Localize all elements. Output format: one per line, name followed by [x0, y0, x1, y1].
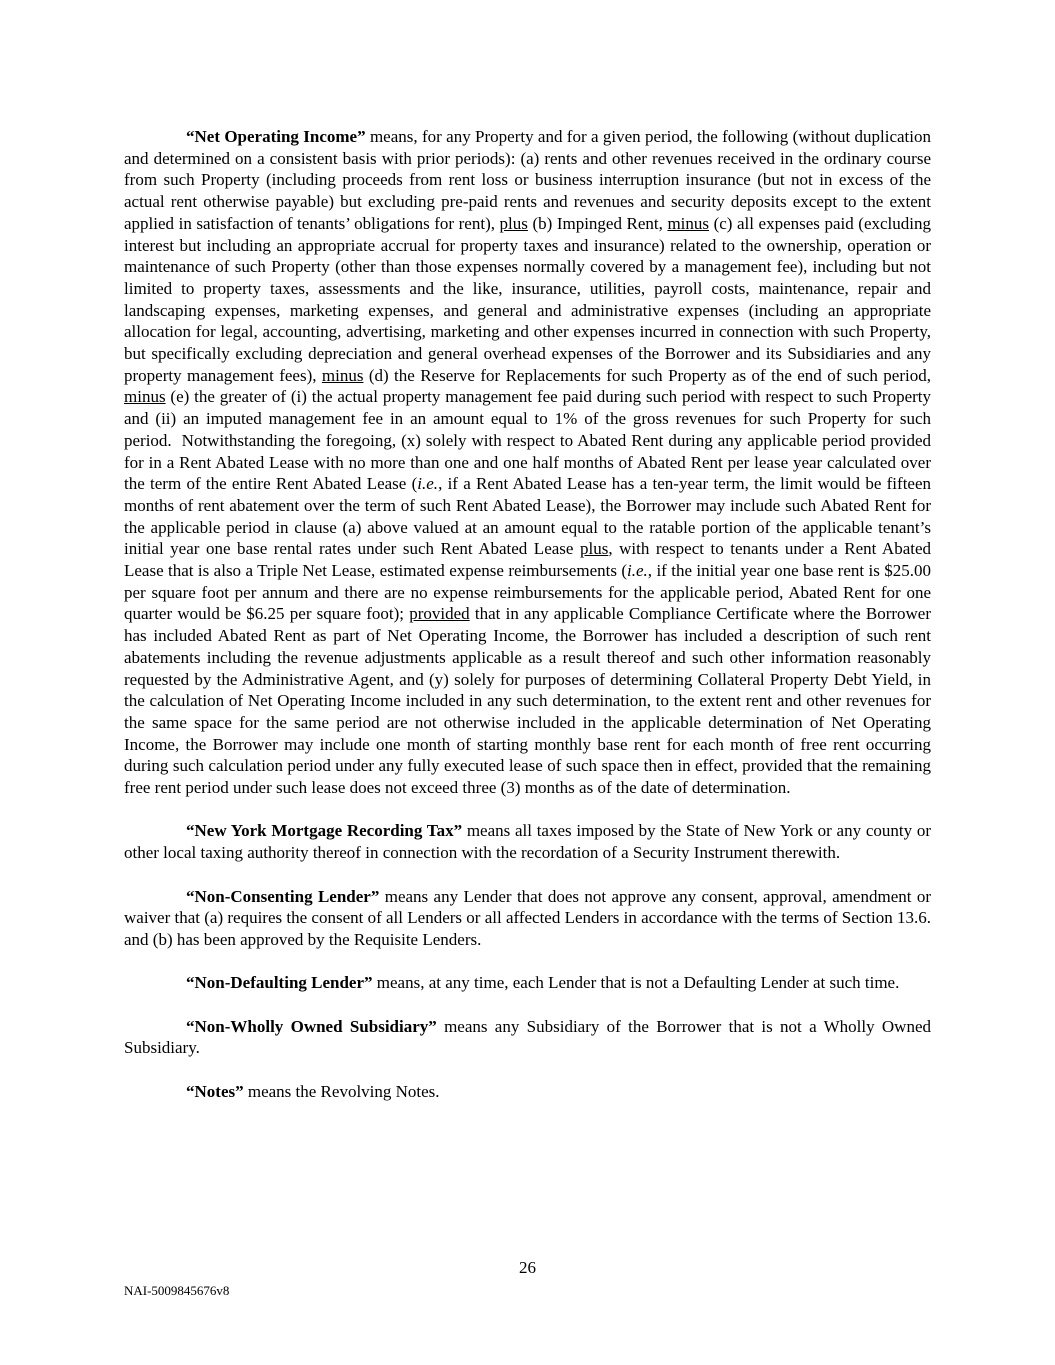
text-segment: means the Revolving Notes. — [243, 1081, 440, 1101]
text-segment: “Notes” — [186, 1081, 244, 1101]
text-segment: minus — [124, 387, 166, 407]
paragraph — [124, 1016, 931, 1059]
paragraph — [124, 1081, 931, 1103]
text-segment: means any Subsidiary of the Borrower that is not a Wholly Owned Subsidiary. — [124, 1016, 931, 1058]
text-segment: “Non-Defaulting Lender” — [186, 973, 373, 993]
text-segment: “Non-Consenting Lender” — [186, 886, 380, 906]
text-segment: plus — [499, 213, 528, 233]
text-segment: , if a Rent Abated Lease has a ten-year term, the limit would be fifteen months of rent abatement over the term of such Rent Abated Lease), the Borrower may include such Abated Rent for the applicable period in clause (a) above valued at an amount equal to the ratable portion of the applicable tenant’s initial year one base rental rates under such Rent Abated Lease — [124, 474, 932, 559]
text-segment: minus — [667, 213, 710, 233]
text-segment: means any Lender that does not approve any consent, approval, amendment or waiver that (a) requires the consent of all Lenders or all affected Lenders in accordance with the terms of Section 13.6. and (b) has been approved by the Requisite Lenders. — [124, 886, 931, 949]
text-segment: provided — [409, 604, 470, 624]
text-segment: means, for any Property and for a given period, the following (without duplication and determined on a consistent basis with prior periods): (a) rents and other revenues received in the ordinary course from such Property (including proceeds from rent loss or business interruption insurance (but not in excess of the actual rent otherwise payable) but excluding pre-paid rents and revenues and security deposits except to the extent applied in satisfaction of tenants’ obligations for rent), — [124, 127, 931, 233]
text-segment: (c) all expenses paid (excluding interest but including an appropriate accrual for property taxes and insurance) related to the ownership, operation or maintenance of such Property (other than those expenses normally covered by a management fee), including but not limited to property taxes, assessments and the like, insurance, utilities, payroll costs, maintenance, repair and landscaping expenses, marketing expenses, and general and administrative expenses (including an appropriate allocation for legal, accounting, advertising, marketing and other expenses incurred in connection with such Property, but specifically excluding depreciation and general overhead expenses of the Borrower and its Subsidiaries and any property management fees), — [124, 213, 931, 385]
text-segment: minus — [321, 365, 364, 385]
text-segment: “Net Operating Income” — [186, 127, 366, 146]
text-segment: (e) the greater of (i) the actual property management fee paid during such period with respect to such Property and (ii) an imputed management fee in an amount equal to 1% of the gross revenues for such Property for such period. Notwithstanding the foregoing, (x) solely with respect to Abated Rent during any applicable period provided for in a Rent Abated Lease with no more than one and one half months of Abated Rent per lease year calculated over the term of the entire Rent Abated Lease ( — [124, 387, 931, 494]
text-segment: “New York Mortgage Recording Tax” — [186, 821, 463, 841]
document-id-footer: NAI-5009845676v8 — [124, 1283, 230, 1298]
document-body — [124, 126, 931, 1103]
text-segment: i.e. — [417, 474, 439, 494]
text-segment: , with respect to tenants under a Rent Abated Lease that is also a Triple Net Lease, estimated expense reimbursements ( — [124, 539, 932, 581]
text-segment: i.e. — [627, 561, 648, 581]
text-segment: means all taxes imposed by the State of New York or any county or other local taxing authority thereof in connection with the recordation of a Security Instrument therewith. — [124, 821, 931, 863]
text-segment: means, at any time, each Lender that is not a Defaulting Lender at such time. — [372, 973, 900, 993]
paragraph — [124, 972, 931, 994]
text-segment: (b) Impinged Rent, — [527, 213, 668, 233]
text-segment: that in any applicable Compliance Certificate where the Borrower has included Abated Rent as part of Net Operating Income, the Borrower has included a description of such rent abatements including the revenue adjustments applicable as a result thereof and such other information reasonably requested by the Administrative Agent, and (y) solely for purposes of determining Collateral Property Debt Yield, in the calculation of Net Operating Income included in any such determination, to the extent rent and other revenues for the same space for the same period are not otherwise included in the applicable determination of Net Operating Income, the Borrower may include one month of starting monthly base rent for each month of free rent occurring during such calculation period under any fully executed lease of such space then in effect, provided that the remaining free rent period under such lease does not exceed three (3) months as of the date of determination. — [124, 604, 932, 798]
text-segment: plus — [579, 539, 609, 559]
text-segment: , if the initial year one base rent is $25.00 per square foot per annum and there are no expense reimbursements for the applicable period, Abated Rent for one quarter would be $6.25 per square foot); — [124, 561, 931, 624]
page-number: 26 — [519, 1258, 536, 1277]
text-segment: “Non-Wholly Owned Subsidiary” — [186, 1016, 437, 1036]
paragraph — [124, 126, 931, 799]
text-segment: (d) the Reserve for Replacements for such Property as of the end of such period, — [363, 365, 931, 385]
paragraph — [124, 820, 931, 863]
paragraph — [124, 886, 931, 951]
